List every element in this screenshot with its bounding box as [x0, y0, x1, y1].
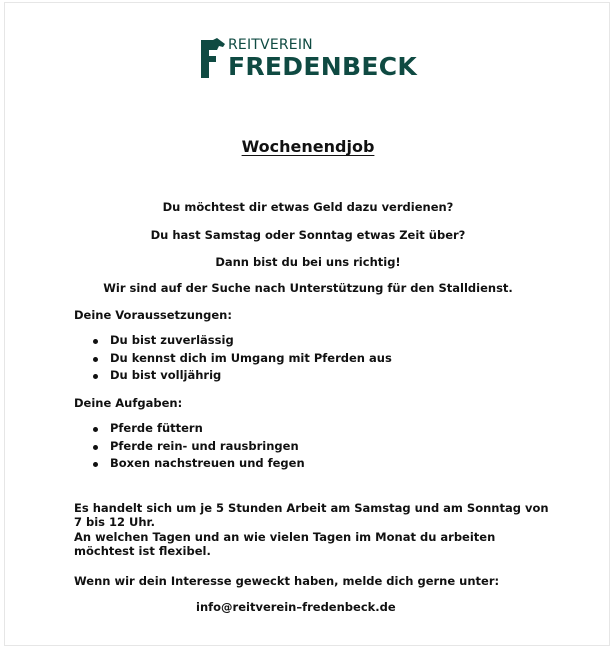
intro-line-3: Dann bist du bei uns richtig!: [215, 255, 401, 269]
intro-line-1: Du möchtest dir etwas Geld dazu verdienen?: [162, 200, 454, 214]
intro-line-4: Wir sind auf der Suche nach Unterstützung für den Stalldienst.: [103, 281, 513, 295]
contact-email: info@reitverein–fredenbeck.de: [196, 600, 396, 614]
tasks-heading: Deine Aufgaben:: [74, 396, 183, 410]
logo-line-reitverein: REITVEREIN: [228, 37, 313, 53]
logo-line-fredenbeck: FREDENBECK: [228, 52, 418, 81]
work-hours-paragraph: Es handelt sich um je 5 Stunden Arbeit am Samstag und am Sonntag von 7 bis 12 Uhr.: [74, 501, 549, 529]
intro-line-2: Du hast Samstag oder Sonntag etwas Zeit über?: [150, 228, 466, 242]
club-logo: [200, 36, 430, 84]
list-item: Boxen nachstreuen und fegen: [74, 455, 305, 473]
list-item: Du bist zuverlässig: [74, 332, 392, 350]
list-item: Pferde füttern: [74, 420, 305, 438]
contact-prompt: Wenn wir dein Interesse geweckt haben, melde dich gerne unter:: [74, 574, 500, 588]
requirements-list: [74, 332, 392, 385]
list-item: Du bist volljährig: [74, 367, 392, 385]
list-item: Pferde rein- und rausbringen: [74, 438, 305, 456]
flexibility-paragraph: An welchen Tagen und an wie vielen Tagen im Monat du arbeiten möchtest ist flexibel.: [74, 530, 496, 558]
tasks-list: [74, 420, 305, 473]
page-title: Wochenendjob: [241, 137, 375, 156]
horse-logo-icon: [200, 38, 226, 78]
list-item: Du kennst dich im Umgang mit Pferden aus: [74, 350, 392, 368]
requirements-heading: Deine Voraussetzungen:: [74, 308, 232, 322]
